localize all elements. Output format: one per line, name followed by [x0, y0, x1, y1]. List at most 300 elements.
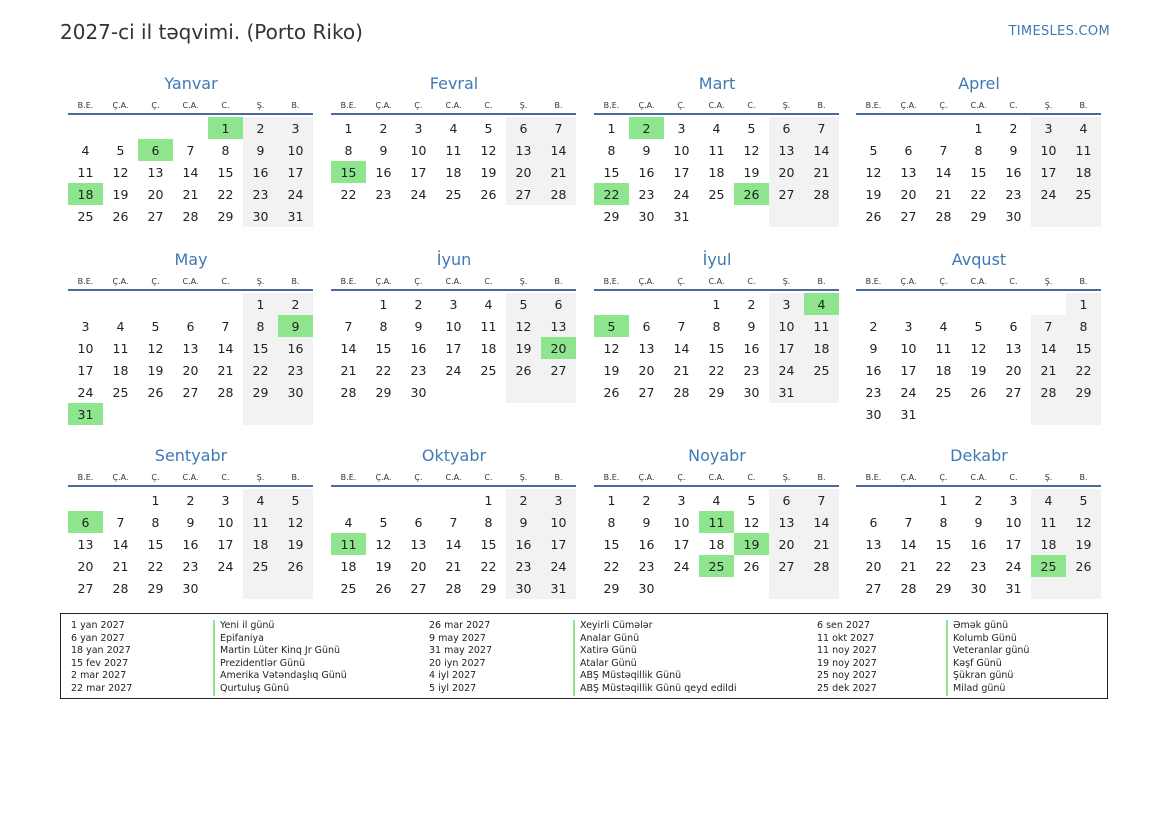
day-cell: 11	[1066, 139, 1101, 161]
day-cell: 31	[673, 208, 690, 224]
day-cell: 28	[673, 384, 690, 400]
weekday-label: C.	[484, 276, 493, 286]
day-cell: 15	[375, 340, 392, 356]
day-grid	[856, 489, 1102, 599]
weekday-label: B.	[554, 100, 563, 110]
legend-date: 2 mar 2027	[71, 670, 127, 682]
month-5	[68, 250, 314, 425]
day-cell: 3	[541, 489, 576, 511]
day-cell: 22	[603, 558, 620, 574]
day-cell: 28	[935, 208, 952, 224]
month-11	[594, 446, 840, 599]
day-cell: 10	[77, 340, 94, 356]
legend-holiday-name: Atalar Günü	[573, 658, 737, 671]
empty-cell	[629, 293, 664, 315]
day-cell: 6	[1009, 318, 1018, 334]
month-divider	[594, 113, 839, 115]
day-grid	[856, 117, 1102, 227]
day-cell: 5	[974, 318, 983, 334]
day-cell: 10	[769, 315, 804, 337]
day-cell: 16	[278, 337, 313, 359]
empty-cell	[506, 381, 541, 403]
empty-cell	[1031, 205, 1066, 227]
day-cell: 23	[375, 186, 392, 202]
day-cell: 10	[673, 142, 690, 158]
day-cell: 21	[541, 161, 576, 183]
day-cell: 20	[1005, 362, 1022, 378]
empty-cell	[1066, 403, 1101, 425]
day-cell: 17	[217, 536, 234, 552]
day-cell: 23	[1005, 186, 1022, 202]
empty-cell	[734, 577, 769, 599]
day-cell: 24	[769, 359, 804, 381]
legend-holiday-name: Xatirə Günü	[573, 645, 737, 658]
day-cell: 13	[1005, 340, 1022, 356]
legend-date: 11 noy 2027	[817, 645, 877, 657]
day-cell: 8	[974, 142, 983, 158]
day-cell: 29	[243, 381, 278, 403]
day-cell: 8	[1066, 315, 1101, 337]
day-cell: 6	[138, 139, 173, 161]
day-cell: 27	[77, 580, 94, 596]
day-cell: 18	[68, 183, 103, 205]
month-name: Fevral	[429, 74, 479, 93]
empty-cell	[436, 489, 471, 511]
day-cell: 25	[708, 186, 725, 202]
weekday-label: Ç.A.	[112, 276, 129, 286]
legend-holiday-name: Veteranlar günü	[946, 645, 1029, 658]
weekday-label: B.E.	[77, 276, 94, 286]
day-cell: 14	[804, 511, 839, 533]
day-cell: 20	[147, 186, 164, 202]
day-cell: 8	[939, 514, 948, 530]
empty-cell	[996, 293, 1031, 315]
weekday-label: C.A.	[182, 100, 199, 110]
day-cell: 2	[243, 117, 278, 139]
day-cell: 6	[506, 117, 541, 139]
weekday-label: Ç.	[414, 276, 423, 286]
legend-date: 4 iyl 2027	[429, 670, 477, 682]
day-cell: 26	[1066, 555, 1101, 577]
day-cell: 23	[410, 362, 427, 378]
weekday-label: Ş.	[256, 276, 265, 286]
day-cell: 19	[1066, 533, 1101, 555]
day-cell: 12	[147, 340, 164, 356]
day-cell: 25	[112, 384, 129, 400]
day-cell: 14	[217, 340, 234, 356]
day-cell: 7	[677, 318, 686, 334]
day-cell: 29	[480, 580, 497, 596]
day-cell: 26	[734, 183, 769, 205]
month-divider	[68, 113, 313, 115]
legend-date: 6 sen 2027	[817, 620, 871, 631]
day-cell: 24	[541, 555, 576, 577]
legend-holiday-name: Şükran günü	[946, 670, 1029, 683]
day-cell: 27	[638, 384, 655, 400]
empty-cell	[208, 403, 243, 425]
day-cell: 28	[804, 555, 839, 577]
day-cell: 14	[804, 139, 839, 161]
month-name: Oktyabr	[421, 446, 487, 465]
day-cell: 9	[1009, 142, 1018, 158]
day-cell: 17	[77, 362, 94, 378]
day-cell: 10	[217, 514, 234, 530]
day-cell: 25	[77, 208, 94, 224]
legend-dates-column	[71, 620, 132, 696]
weekday-label: Ç.A.	[900, 276, 917, 286]
legend-date: 6 yan 2027	[71, 632, 125, 644]
day-cell: 4	[712, 120, 721, 136]
empty-cell	[996, 403, 1031, 425]
day-cell: 26	[506, 359, 541, 381]
day-cell: 5	[379, 514, 388, 530]
day-cell: 3	[449, 296, 458, 312]
weekday-label: B.E.	[340, 276, 357, 286]
day-cell: 25	[480, 362, 497, 378]
day-cell: 15	[217, 164, 234, 180]
day-cell: 5	[151, 318, 160, 334]
day-cell: 19	[112, 186, 129, 202]
day-cell: 9	[747, 318, 756, 334]
day-cell: 29	[603, 580, 620, 596]
day-cell: 4	[484, 296, 493, 312]
month-4	[856, 74, 1102, 227]
day-cell: 9	[243, 139, 278, 161]
day-cell: 28	[112, 580, 129, 596]
day-cell: 7	[541, 117, 576, 139]
month-divider	[331, 289, 576, 291]
day-grid	[594, 293, 840, 403]
empty-cell	[926, 293, 961, 315]
day-cell: 2	[506, 489, 541, 511]
day-cell: 11	[445, 142, 462, 158]
day-cell: 27	[769, 183, 804, 205]
legend-holiday-name: Yeni il günü	[213, 620, 347, 633]
day-cell: 8	[712, 318, 721, 334]
legend-holiday-name: Epifaniya	[213, 633, 347, 646]
day-cell: 19	[603, 362, 620, 378]
weekday-label: C.A.	[970, 100, 987, 110]
day-cell: 5	[278, 489, 313, 511]
day-cell: 27	[541, 359, 576, 381]
day-cell: 2	[186, 492, 195, 508]
day-cell: 16	[865, 362, 882, 378]
legend-names-column	[946, 620, 1029, 696]
day-cell: 11	[935, 340, 952, 356]
empty-cell	[926, 403, 961, 425]
day-cell: 20	[900, 186, 917, 202]
empty-cell	[804, 205, 839, 227]
day-grid	[331, 117, 577, 205]
weekday-label: Ş.	[519, 276, 528, 286]
weekday-label: Ş.	[519, 472, 528, 482]
month-6	[331, 250, 577, 403]
legend-holiday-name: ABŞ Müstəqillik Günü qeyd edildi	[573, 683, 737, 696]
day-cell: 8	[484, 514, 493, 530]
weekday-label: C.	[484, 472, 493, 482]
day-cell: 19	[743, 164, 760, 180]
weekday-header	[68, 272, 314, 290]
day-cell: 22	[480, 558, 497, 574]
day-cell: 18	[340, 558, 357, 574]
day-cell: 14	[541, 139, 576, 161]
empty-cell	[278, 403, 313, 425]
day-cell: 22	[217, 186, 234, 202]
day-cell: 4	[1066, 117, 1101, 139]
empty-cell	[1031, 403, 1066, 425]
day-cell: 3	[769, 293, 804, 315]
day-cell: 17	[900, 362, 917, 378]
legend-date: 9 may 2027	[429, 632, 486, 644]
day-cell: 14	[900, 536, 917, 552]
day-cell: 25	[243, 555, 278, 577]
weekday-label: C.A.	[970, 276, 987, 286]
month-name: Avqust	[951, 250, 1007, 269]
day-cell: 19	[865, 186, 882, 202]
empty-cell	[734, 205, 769, 227]
month-name: Yanvar	[164, 74, 218, 93]
day-cell: 9	[506, 511, 541, 533]
day-cell: 1	[484, 492, 493, 508]
day-cell: 11	[243, 511, 278, 533]
day-cell: 11	[708, 142, 725, 158]
day-cell: 13	[410, 536, 427, 552]
weekday-label: Ç.A.	[638, 472, 655, 482]
month-1	[68, 74, 314, 227]
day-grid	[594, 117, 840, 227]
day-cell: 13	[506, 139, 541, 161]
day-cell: 12	[506, 315, 541, 337]
month-10	[331, 446, 577, 599]
day-cell: 25	[1031, 555, 1066, 577]
legend-date: 19 noy 2027	[817, 657, 877, 669]
day-cell: 7	[804, 117, 839, 139]
day-cell: 16	[743, 340, 760, 356]
weekday-label: B.	[554, 276, 563, 286]
day-cell: 22	[935, 558, 952, 574]
day-cell: 1	[344, 120, 353, 136]
day-cell: 8	[607, 142, 616, 158]
day-cell: 21	[900, 558, 917, 574]
day-cell: 6	[904, 142, 913, 158]
legend-date: 22 mar 2027	[71, 682, 133, 694]
day-cell: 19	[506, 337, 541, 359]
day-cell: 16	[182, 536, 199, 552]
weekday-label: C.	[1009, 100, 1018, 110]
day-cell: 7	[186, 142, 195, 158]
weekday-label: Ç.	[414, 100, 423, 110]
day-cell: 13	[77, 536, 94, 552]
day-cell: 13	[769, 511, 804, 533]
day-cell: 25	[699, 555, 734, 577]
day-cell: 9	[642, 142, 651, 158]
weekday-label: C.A.	[445, 472, 462, 482]
weekday-label: B.	[1079, 276, 1088, 286]
day-cell: 5	[747, 120, 756, 136]
legend-date: 11 okt 2027	[817, 632, 875, 644]
month-divider	[68, 289, 313, 291]
weekday-label: B.	[554, 472, 563, 482]
day-cell: 9	[379, 142, 388, 158]
legend-holiday-name: Əmək günü	[946, 620, 1029, 633]
day-cell: 18	[708, 164, 725, 180]
page-title: 2027-ci il təqvimi. (Porto Riko)	[60, 20, 363, 44]
day-cell: 22	[147, 558, 164, 574]
weekday-label: Ç.A.	[900, 100, 917, 110]
day-cell: 16	[638, 164, 655, 180]
day-grid	[331, 293, 577, 403]
day-cell: 11	[699, 511, 734, 533]
weekday-label: C.	[221, 276, 230, 286]
day-cell: 29	[935, 580, 952, 596]
day-cell: 14	[935, 164, 952, 180]
weekday-label: C.	[484, 100, 493, 110]
empty-cell	[856, 117, 891, 139]
day-cell: 21	[217, 362, 234, 378]
day-cell: 27	[769, 555, 804, 577]
day-cell: 26	[603, 384, 620, 400]
day-cell: 27	[147, 208, 164, 224]
day-cell: 1	[243, 293, 278, 315]
day-cell: 5	[116, 142, 125, 158]
weekday-label: Ş.	[519, 100, 528, 110]
day-cell: 7	[221, 318, 230, 334]
empty-cell	[208, 293, 243, 315]
empty-cell	[331, 489, 366, 511]
weekday-label: Ç.	[151, 472, 160, 482]
day-cell: 31	[68, 403, 103, 425]
day-cell: 20	[769, 533, 804, 555]
day-cell: 24	[278, 183, 313, 205]
legend-date: 5 iyl 2027	[429, 682, 477, 694]
day-cell: 29	[147, 580, 164, 596]
legend-holiday-name: Amerika Vətəndaşlıq Günü	[213, 670, 347, 683]
month-divider	[68, 485, 313, 487]
legend-date: 26 mar 2027	[429, 620, 491, 631]
day-cell: 26	[112, 208, 129, 224]
day-cell: 24	[217, 558, 234, 574]
day-cell: 23	[865, 384, 882, 400]
day-cell: 19	[278, 533, 313, 555]
month-name: Dekabr	[950, 446, 1008, 465]
weekday-label: C.A.	[182, 276, 199, 286]
day-cell: 16	[1005, 164, 1022, 180]
day-cell: 29	[603, 208, 620, 224]
day-cell: 18	[112, 362, 129, 378]
weekday-header	[594, 96, 840, 114]
day-cell: 27	[182, 384, 199, 400]
day-cell: 30	[743, 384, 760, 400]
day-cell: 29	[970, 208, 987, 224]
legend-holiday-name: Kolumb Günü	[946, 633, 1029, 646]
weekday-label: C.A.	[708, 472, 725, 482]
month-8	[856, 250, 1102, 425]
weekday-label: Ç.	[677, 100, 686, 110]
month-7	[594, 250, 840, 403]
day-cell: 2	[974, 492, 983, 508]
day-cell: 23	[182, 558, 199, 574]
day-cell: 4	[712, 492, 721, 508]
day-cell: 16	[410, 340, 427, 356]
day-cell: 31	[769, 381, 804, 403]
weekday-header	[68, 96, 314, 114]
weekday-header	[331, 272, 577, 290]
empty-cell	[856, 293, 891, 315]
day-cell: 16	[375, 164, 392, 180]
day-cell: 30	[410, 384, 427, 400]
empty-cell	[891, 293, 926, 315]
day-cell: 12	[112, 164, 129, 180]
day-cell: 26	[480, 186, 497, 202]
weekday-label: B.E.	[865, 100, 882, 110]
month-divider	[856, 289, 1101, 291]
legend-holiday-name: Kəşf Günü	[946, 658, 1029, 671]
weekday-label: Ç.A.	[112, 472, 129, 482]
day-cell: 11	[77, 164, 94, 180]
weekday-label: C.	[221, 472, 230, 482]
day-cell: 6	[869, 514, 878, 530]
day-cell: 6	[769, 117, 804, 139]
day-cell: 7	[804, 489, 839, 511]
day-cell: 16	[243, 161, 278, 183]
weekday-label: C.	[1009, 472, 1018, 482]
day-cell: 1	[607, 120, 616, 136]
day-cell: 1	[974, 120, 983, 136]
day-cell: 15	[1066, 337, 1101, 359]
day-cell: 21	[673, 362, 690, 378]
day-cell: 3	[278, 117, 313, 139]
day-cell: 22	[243, 359, 278, 381]
day-cell: 5	[747, 492, 756, 508]
weekday-header	[594, 468, 840, 486]
day-cell: 18	[445, 164, 462, 180]
weekday-label: B.	[291, 276, 300, 286]
day-cell: 6	[68, 511, 103, 533]
weekday-label: Ş.	[1044, 472, 1053, 482]
weekday-label: B.	[817, 472, 826, 482]
day-cell: 4	[449, 120, 458, 136]
day-cell: 20	[865, 558, 882, 574]
weekday-header	[856, 272, 1102, 290]
day-cell: 1	[712, 296, 721, 312]
weekday-label: C.A.	[445, 276, 462, 286]
day-cell: 30	[506, 577, 541, 599]
brand-link[interactable]: TIMESLES.COM	[1008, 24, 1110, 39]
day-cell: 29	[375, 384, 392, 400]
month-name: Mart	[698, 74, 736, 93]
day-cell: 27	[900, 208, 917, 224]
day-cell: 19	[970, 362, 987, 378]
empty-cell	[103, 403, 138, 425]
day-cell: 14	[673, 340, 690, 356]
day-cell: 23	[243, 183, 278, 205]
weekday-label: B.E.	[603, 472, 620, 482]
day-cell: 30	[638, 208, 655, 224]
day-cell: 30	[1005, 208, 1022, 224]
day-cell: 17	[1031, 161, 1066, 183]
day-cell: 4	[116, 318, 125, 334]
empty-cell	[103, 489, 138, 511]
day-cell: 24	[410, 186, 427, 202]
weekday-label: B.E.	[77, 472, 94, 482]
day-cell: 3	[1031, 117, 1066, 139]
day-cell: 13	[147, 164, 164, 180]
day-cell: 10	[1005, 514, 1022, 530]
day-cell: 4	[243, 489, 278, 511]
empty-cell	[804, 381, 839, 403]
day-cell: 25	[340, 580, 357, 596]
day-cell: 14	[1031, 337, 1066, 359]
